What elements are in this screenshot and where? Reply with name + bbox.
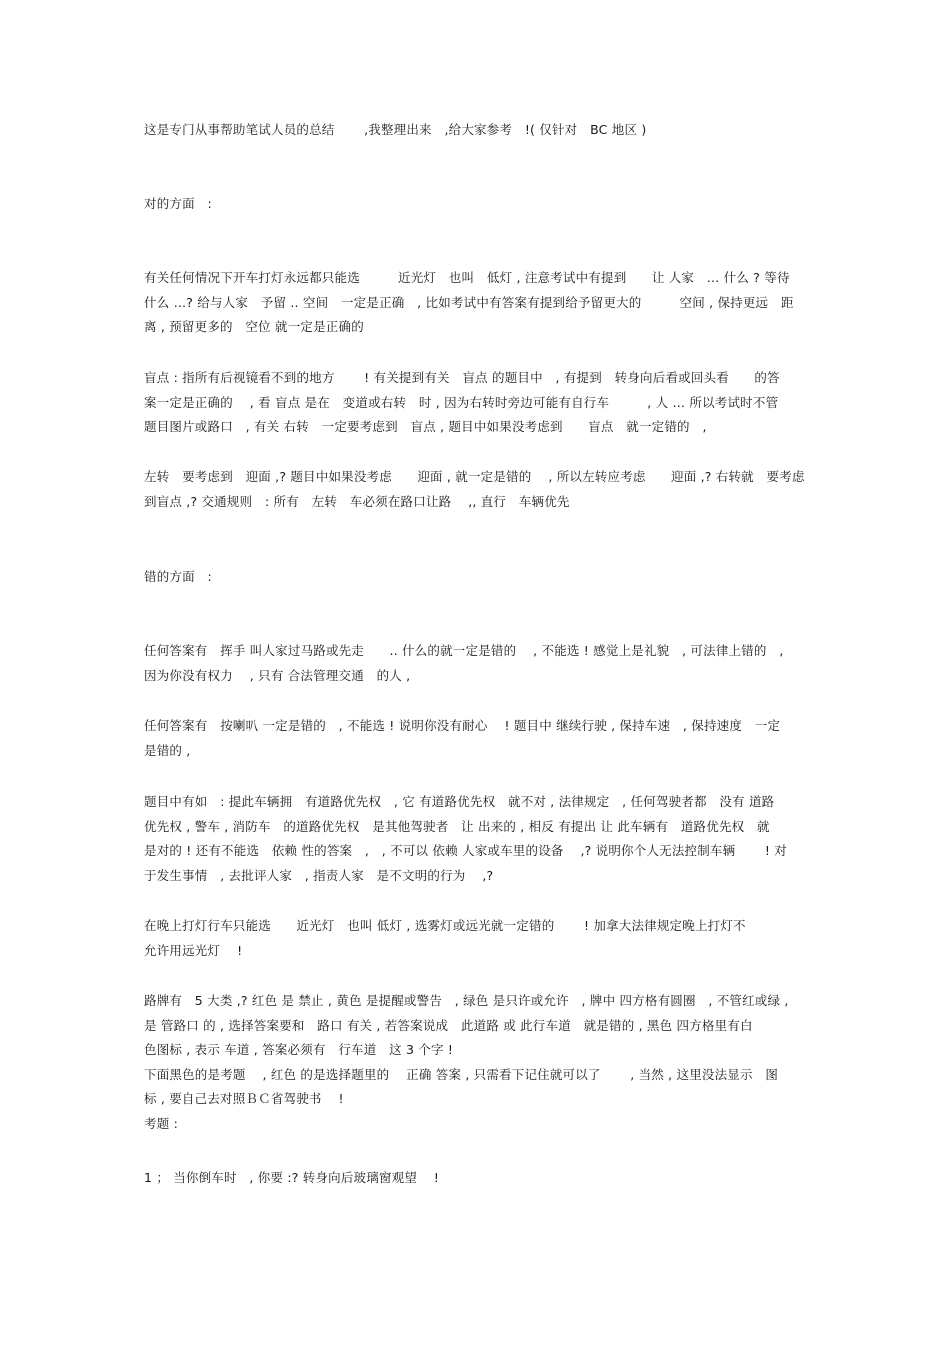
paragraph-line: 任何答案有 挥手 叫人家过马路或先走 .. 什么的就一定是错的 , 不能选 ! 感觉上是礼貌 , 可法律上错的 , — [144, 643, 784, 658]
section-heading-right: 对的方面 : — [144, 196, 212, 211]
paragraph-line: 盲点 : 指所有后视镜看不到的地方 ! 有关提到有关 盲点 的题目中 , 有提到 转身向后看或回头看 的答 — [144, 370, 780, 385]
paragraph-line: 在晚上打灯行车只能选 近光灯 也叫 低灯 , 选雾灯或远光就一定错的 ! 加拿大法律规定晚上打灯不 — [144, 918, 746, 933]
paragraph-line: 任何答案有 按喇叭 一定是错的 , 不能选 ! 说明你没有耐心 ! 题目中 继续行驶 , 保持车速 , 保持速度 一定 — [144, 718, 781, 733]
paragraph-blind-spot — [144, 366, 808, 440]
wrong-heading — [144, 565, 808, 590]
paragraph-right-of-way — [144, 790, 808, 888]
paragraph-horn — [144, 714, 808, 763]
intro-line: 这是专门从事帮助笔试人员的总结 ,我整理出来 ,给大家参考 !( 仅针对 BC 地区 ) — [144, 122, 647, 137]
paragraph-line: 有关任何情况下开车打灯永远都只能选 近光灯 也叫 低灯 , 注意考试中有提到 让 人家 … 什么 ? 等待 — [144, 270, 790, 285]
paragraph-line: 是 管路口 的 , 选择答案要和 路口 有关 , 若答案说成 此道路 或 此行车道 就是错的 , 黑色 四方格里有白 — [144, 1017, 753, 1033]
paragraph-line: 题目中有如 : 提此车辆拥 有道路优先权 , 它 有道路优先权 就不对 , 法律规定 , 任何驾驶者都 没有 道路 — [144, 794, 775, 809]
paragraph-line: 到盲点 ,? 交通规则 : 所有 左转 车必须在路口让路 ,, 直行 车辆优先 — [144, 493, 570, 509]
paragraph-low-beam — [144, 266, 808, 340]
paragraph-line: 是对的 ! 还有不能选 依赖 性的答案 , , 不可以 依赖 人家或车里的设备 ,? 说明你个人无法控制车辆 ! 对 — [144, 843, 788, 858]
paragraph-night-lights — [144, 914, 808, 963]
paragraph-line: 题目图片或路口 , 有关 右转 一定要考虑到 盲点 , 题目中如果没考虑到 盲点 就一定错的 , — [144, 419, 707, 434]
paragraph-line: 离 , 预留更多的 空位 就一定是正确的 — [144, 319, 364, 334]
question-line: 1 ； 当你倒车时 , 你要 :? 转身向后玻璃窗观望 ! — [144, 1170, 440, 1185]
paragraph-line: 优先权 , 警车 , 消防车 的道路优先权 是其他驾驶者 让 出来的 , 相反 有提出 让 此车辆有 道路优先权 就 — [144, 818, 770, 834]
paragraph-line: 允许用远光灯 ! — [144, 942, 243, 958]
paragraph-line: 色图标 , 表示 车道 , 答案必须有 行车道 这 3 个字 ! — [144, 1042, 454, 1057]
exam-label: 考题 : — [144, 1115, 178, 1131]
paragraph-road-signs — [144, 989, 808, 1136]
paragraph-line: 案一定是正确的 , 看 盲点 是在 变道或右转 时 , 因为右转时旁边可能有自行车 , 人 … 所以考试时不管 — [144, 394, 779, 410]
right-heading — [144, 192, 808, 217]
section-heading-wrong: 错的方面 : — [144, 569, 212, 584]
paragraph-line: 什么 …? 给与人家 予留 .. 空间 一定是正确 , 比如考试中有答案有提到给予留更大的 空间 , 保持更远 距 — [144, 294, 794, 310]
question-1 — [144, 1166, 808, 1191]
paragraph-line: 下面黑色的是考题 , 红色 的是选择题里的 正确 答案 , 只需看下记住就可以了 , 当然 , 这里没法显示 图 — [144, 1066, 779, 1082]
paragraph-line: 于发生事情 , 去批评人家 , 指责人家 是不文明的行为 ,? — [144, 867, 494, 883]
paragraph-line: 路牌有 5 大类 ,? 红色 是 禁止 , 黄色 是提醒或警告 , 绿色 是只许或允许 , 牌中 四方格有圆圈 , 不管红或绿 , — [144, 993, 789, 1008]
paragraph-wave — [144, 639, 808, 688]
intro-paragraph — [144, 118, 808, 143]
paragraph-line: 标 , 要自己去对照ＢＣ省驾驶书 ! — [144, 1091, 344, 1106]
paragraph-line: 左转 要考虑到 迎面 ,? 题目中如果没考虑 迎面 , 就一定是错的 , 所以左转应考虑 迎面 ,? 右转就 要考虑 — [144, 469, 805, 484]
paragraph-left-turn — [144, 465, 808, 514]
paragraph-line: 因为你没有权力 , 只有 合法管理交通 的人 , — [144, 667, 411, 683]
paragraph-line: 是错的 , — [144, 742, 191, 758]
